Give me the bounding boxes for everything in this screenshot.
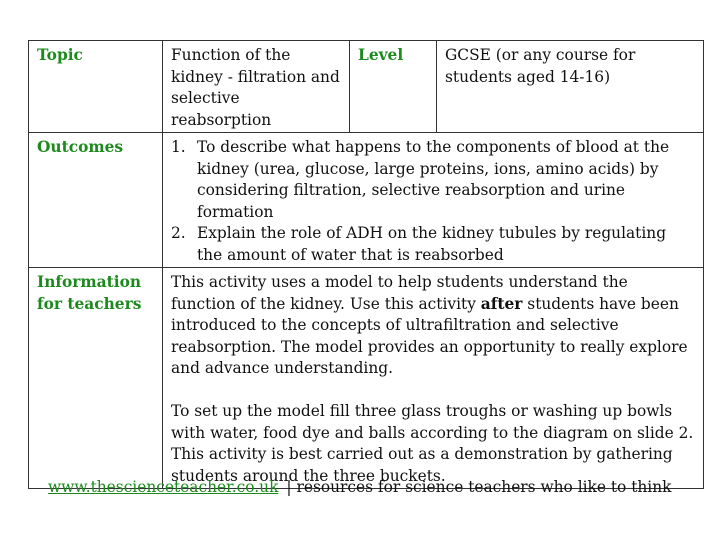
outcome-number: 2.	[171, 224, 186, 242]
outcome-number: 1.	[171, 138, 186, 156]
outcomes-row	[29, 133, 704, 268]
outcomes-list	[171, 137, 695, 266]
topic-label: Topic	[29, 41, 163, 133]
outcome-text: Explain the role of ADH on the kidney tubules by regulating the amount of water that is reabsorbed	[197, 224, 667, 264]
information-paragraph-2: To set up the model fill three glass troughs or washing up bowls with water, food dye and balls according to the diagram on slide 2. This activity is best carried out as a demonstration by gathering students around the three buckets.	[171, 402, 694, 485]
information-row	[29, 268, 704, 489]
footer	[48, 477, 671, 498]
outcome-item	[171, 137, 695, 223]
para1-text-end: students have been introduced to the concepts of ultrafiltration and selective reabsorption. The model provides an opportunity to really explore and advance understanding.	[171, 294, 688, 377]
outcome-item	[171, 223, 695, 266]
para1-bold-word: after	[480, 294, 523, 313]
information-content	[163, 268, 704, 489]
topic-value: Function of the kidney - filtration and selective reabsorption	[163, 41, 350, 133]
information-label: Information for teachers	[29, 268, 163, 489]
lesson-info-table	[28, 40, 704, 489]
paragraph-spacer	[171, 380, 695, 402]
level-label: Level	[350, 41, 437, 133]
outcomes-label: Outcomes	[29, 133, 163, 268]
outcomes-content	[163, 133, 704, 268]
topic-row	[29, 41, 704, 133]
information-paragraph-1	[171, 272, 695, 380]
outcome-text: To describe what happens to the components of blood at the kidney (urea, glucose, large proteins, ions, amino acids) by considering filtration, selective reabsorption and urine formation	[197, 138, 670, 221]
level-value: GCSE (or any course for students aged 14-16)	[437, 41, 704, 133]
footer-tagline: | resources for science teachers who like to think	[286, 478, 672, 496]
website-link[interactable]: www.thescienceteacher.co.uk	[48, 478, 279, 496]
para1-text-start: This activity uses a model to help students understand the function of the kidney. Use this activity	[171, 273, 628, 313]
